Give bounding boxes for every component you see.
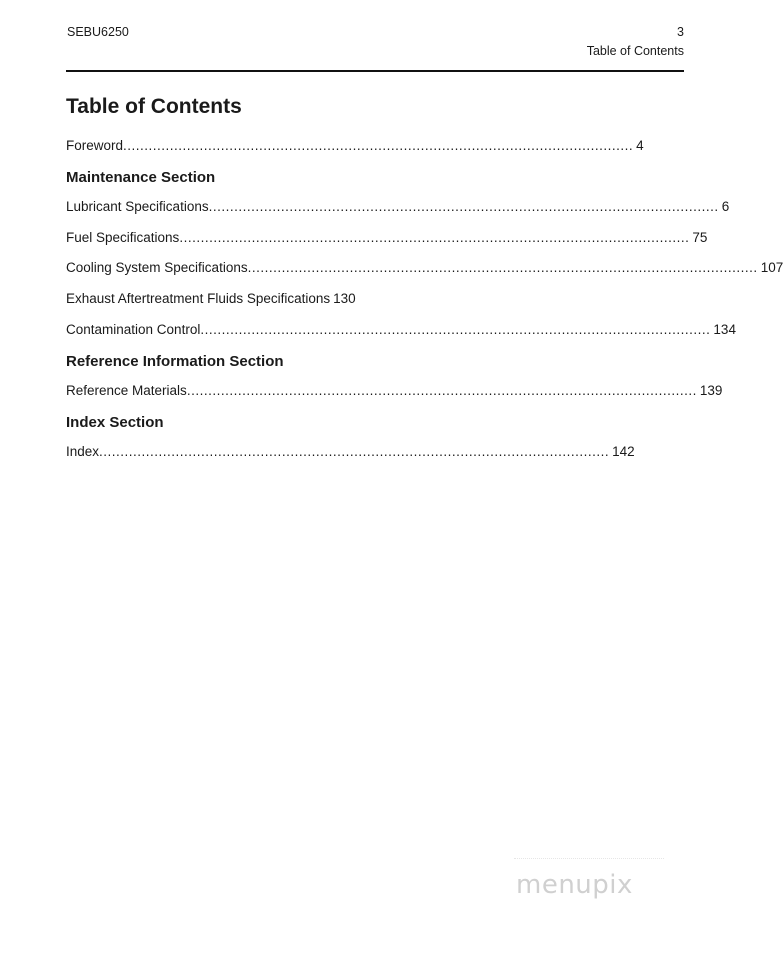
toc-entry-page: 142 [612, 443, 635, 459]
watermark-logo: menupix [516, 870, 633, 900]
toc-entry-label: Index [66, 443, 100, 459]
page-number: 3 [677, 25, 684, 39]
toc-leader-dots: ........................................................................................................................ [208, 198, 719, 214]
toc-entry-label: Reference Materials [66, 382, 187, 398]
toc-entry[interactable] [66, 260, 783, 276]
toc-entry[interactable] [66, 138, 644, 154]
toc-entry[interactable] [66, 229, 708, 246]
header-section-title: Table of Contents [586, 44, 684, 58]
toc-leader-dots: ........................................................................................................................ [99, 443, 610, 459]
document-id: SEBU6250 [67, 25, 129, 39]
page-title: Table of Contents [66, 95, 242, 118]
toc-leader-dots: ........................................................................................................................ [247, 260, 758, 276]
toc-entry-page: 130 [333, 291, 356, 307]
toc-entry-page: 139 [699, 382, 723, 398]
toc-entry[interactable] [66, 291, 356, 307]
toc-entry[interactable] [66, 321, 736, 338]
toc-entry-page: 6 [721, 198, 730, 214]
toc-entry-page: 134 [713, 321, 736, 337]
toc-entry-label: Contamination Control [66, 321, 201, 337]
toc-leader-dots: ........................................................................................................................ [200, 321, 711, 337]
toc-entry-label: Fuel Specifications [66, 229, 180, 245]
toc-entry-label: Exhaust Aftertreatment Fluids Specifications [66, 291, 331, 307]
toc-entry-label: Cooling System Specifications [66, 260, 248, 276]
toc-section-heading: Reference Information Section [66, 352, 284, 370]
toc-entry[interactable] [66, 382, 723, 399]
table-of-contents [66, 138, 783, 474]
toc-entry-page: 4 [636, 138, 644, 153]
toc-section-heading: Maintenance Section [66, 168, 216, 186]
toc-entry[interactable] [66, 198, 730, 215]
toc-entry-page: 75 [692, 229, 708, 245]
toc-leader-dots: ........................................................................................................................ [186, 382, 697, 398]
watermark-divider [514, 858, 664, 859]
toc-entry[interactable] [66, 443, 635, 460]
toc-entry-label: Lubricant Specifications [66, 198, 209, 214]
toc-entry-page: 107 [760, 260, 783, 276]
toc-entry-label: Foreword [66, 138, 124, 153]
header-divider [66, 70, 684, 72]
toc-section-heading: Index Section [66, 413, 164, 431]
toc-leader-dots: ........................................................................................................................ [179, 229, 690, 245]
toc-leader-dots: ........................................................................................................................ [123, 138, 634, 153]
